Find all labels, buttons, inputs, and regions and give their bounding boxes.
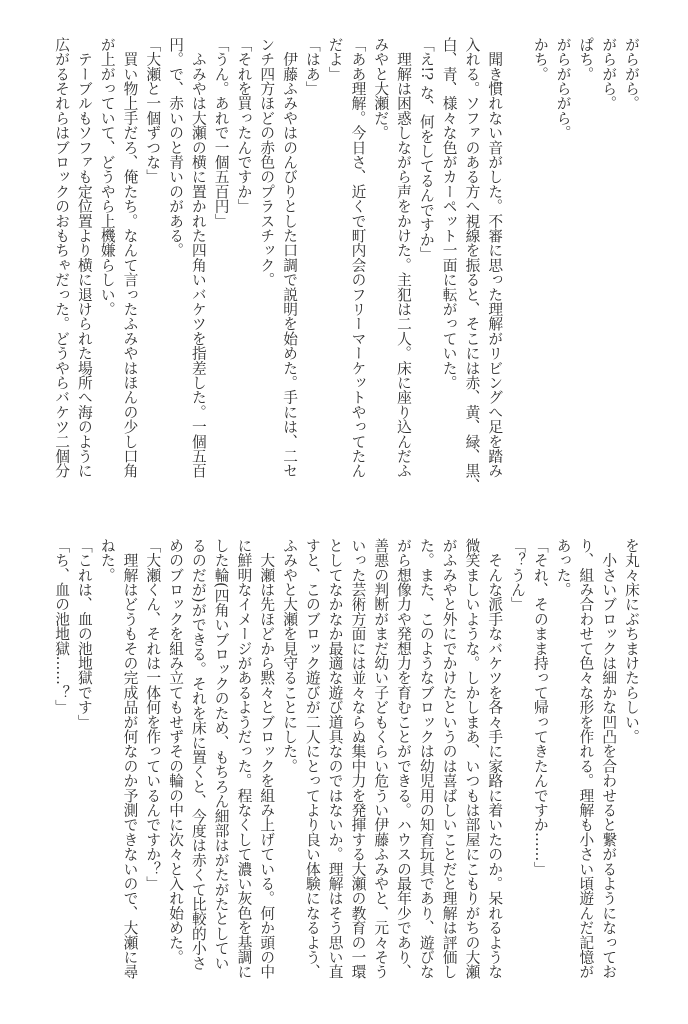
text-line: 白、青、様々な色がカーペット一面に転がっていた。 <box>440 37 458 390</box>
text-line: 「これは、血の池地獄です」 <box>75 538 93 730</box>
text-block-bottom <box>49 538 642 998</box>
text-line: 「？うん」 <box>509 538 527 612</box>
text-line: 買い物上手だろ、俺たち。なんて言ったふみやはほんの少し口角 <box>121 37 139 478</box>
text-line <box>505 37 528 497</box>
text-line: がらがら。 <box>600 37 618 111</box>
text-line: 「大瀬と一個ずつな」 <box>144 37 162 184</box>
text-line: 「うん。あれで一個五百円」 <box>212 37 230 229</box>
text-line: 「それ、そのまま持って帰ってきたんですか……」 <box>531 538 549 877</box>
text-line: 大瀬は先ほどから黙々とブロックを組み上げている。何か頭の中 <box>258 538 276 979</box>
text-line: 広がるそれらはブロックのおもちゃだった。どうやらバケツ二個分 <box>53 37 71 478</box>
text-line: がらがらがら。 <box>554 37 572 140</box>
text-line: ねた。 <box>98 538 116 583</box>
text-line: 「はあ」 <box>303 37 321 96</box>
text-line: が上がっていて、どうやら上機嫌らしい。 <box>98 37 116 317</box>
text-line: 入れる。ソファのある方へ視線を振ると、そこには赤、黄、緑、黒、 <box>463 37 481 493</box>
text-line: り、組み合わせて色々な形を作れる。理解も小さい頃遊んだ記憶が <box>577 538 595 979</box>
text-line: がらがら。 <box>623 37 640 111</box>
text-line: に鮮明なイメージがあるようだった。程なくして濃い灰色を基調に <box>235 538 253 979</box>
text-line: 理解はどうもその完成品が何なのか予測できないので、大瀬に尋 <box>121 538 139 979</box>
text-line: 善悪の判断がまだ幼い子どもくらい危うい伊藤ふみやと、元々そう <box>372 538 390 979</box>
text-line: るのだが)ができる。それを床に置くと、今度は赤くて比較的小さ <box>189 538 207 971</box>
text-line: 「それを買ったんですか」 <box>235 37 253 214</box>
text-line: みやと大瀬だ。 <box>372 37 390 140</box>
text-line: 「ああ理解。今日さ、近くで町内会のフリーマーケットやってたん <box>349 37 367 478</box>
text-line: すと、このブロック遊びが二人にとってより良い体験になるよう、 <box>303 538 321 979</box>
text-line: 理解は困惑しながら声をかけた。主犯は二人。床に座り込んだふ <box>395 37 413 478</box>
text-line: かち。 <box>531 37 549 82</box>
text-line: 「え!? な、何をしてるんですか」 <box>417 37 435 262</box>
text-line: 「大瀬くん、それは一体何を作っているんですか？」 <box>144 538 162 891</box>
text-line: そんな派手なバケツを各々手に家路に着いたのか。呆れるような <box>486 538 504 979</box>
text-line: がら想像力や発想力を育むことができる。ハウスの最年少であり、 <box>395 538 413 979</box>
text-line: テーブルもソファも定位置より横に退けられた場所へ海のように <box>75 37 93 478</box>
text-line: がふみやと外にでかけたというのは喜ばしいことだと理解は評価し <box>440 538 458 979</box>
text-line: を丸々床にぶちまけたらしい。 <box>623 538 640 744</box>
text-line: ンチ四方ほどの赤色のプラスチック。 <box>258 37 276 287</box>
text-line: 伊藤ふみやはのんびりとした口調で説明を始めた。手には、二セ <box>281 37 299 478</box>
text-line: 「ち、血の池地獄……？」 <box>53 538 71 715</box>
text-line: 円。で、赤いのと青いのがある。 <box>167 37 185 258</box>
text-line: 小さいブロックは細かな凹凸を合わせると繋がるようになってお <box>600 538 618 979</box>
text-line: た。また、このようなブロックは幼児用の知育玩具であり、遊びな <box>417 538 435 979</box>
text-block-top <box>49 37 642 497</box>
text-line: としてなかなか最適な遊び道具なのではないか。理解はそう思い直 <box>326 538 344 979</box>
text-line: めのブロックを組み立てもせずその輪の中に次々と入れ始めた。 <box>167 538 185 965</box>
text-line: ふみやは大瀬の横に置かれた四角いバケツを指差した。一個五百 <box>189 37 207 478</box>
text-line: 聞き慣れない音がした。不審に思った理解がリビングへ足を踏み <box>486 37 504 478</box>
text-line: いった芸術方面には並々ならぬ集中力を発揮する大瀬の教育の一環 <box>349 538 367 979</box>
text-line: あった。 <box>554 538 572 597</box>
text-line: だよ」 <box>326 37 344 82</box>
text-line: 微笑ましいような。しかしまあ、いつもは部屋にこもりがちの大瀬 <box>463 538 481 979</box>
text-line: ぱち。 <box>577 37 595 82</box>
text-line: ふみやと大瀬を見守ることにした。 <box>281 538 299 774</box>
text-line: した輪(四角いブロックのため、もちろん細部はがたがたとしてい <box>212 538 230 971</box>
